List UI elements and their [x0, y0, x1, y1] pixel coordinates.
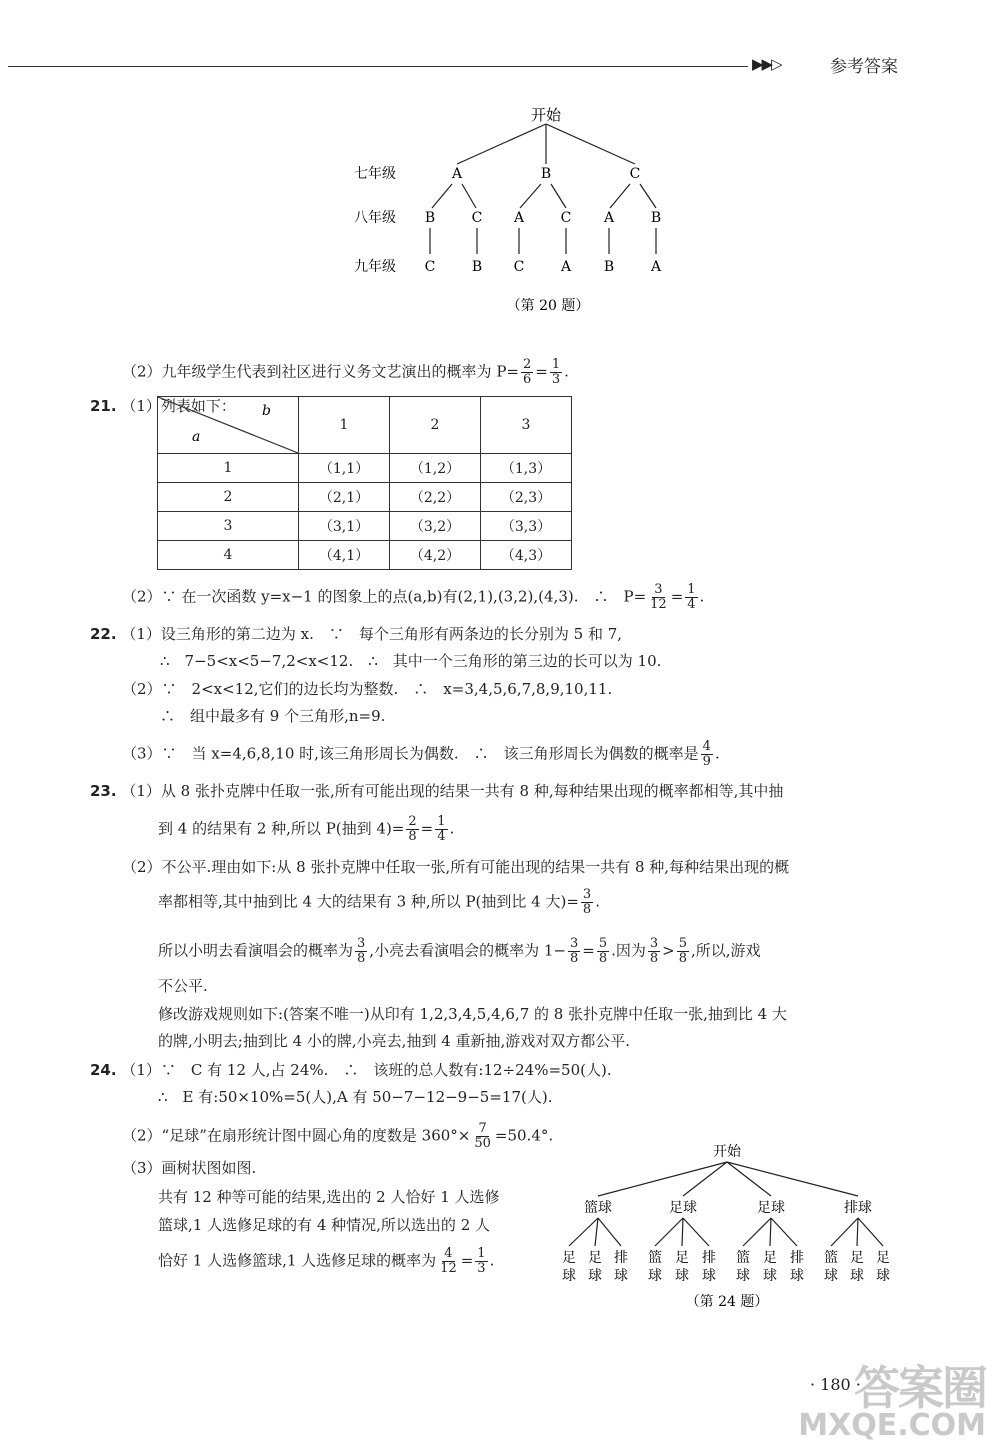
table-cell: 1: [158, 454, 299, 483]
header-title: 参考答案: [830, 57, 898, 77]
page-number: · 180 ·: [810, 1375, 861, 1394]
q24-line4: （3）画树状图如图.: [122, 1159, 257, 1177]
corner-b: b: [262, 403, 271, 419]
fig20-node: A: [451, 166, 463, 182]
fraction: $\frac{4}{12}$: [440, 1246, 457, 1276]
fig20-node: C: [424, 259, 436, 275]
table-cell: 3: [158, 512, 299, 541]
fig24-tree-diagram: [555, 1138, 900, 1318]
fig20-node: C: [629, 166, 641, 182]
question-number: 23.: [90, 782, 117, 800]
table-cell: （2,3）: [481, 483, 572, 512]
q24-line5: 共有 12 种等可能的结果,选出的 2 人恰好 1 人选修: [158, 1188, 500, 1206]
header-rule: [8, 66, 748, 67]
fig24-leaf: 排球: [614, 1250, 628, 1284]
q24-line2: ∴ E 有:50×10%=5(人),A 有 50−7−12−9−5=17(人).: [158, 1088, 553, 1106]
table-cell: （1,2）: [390, 454, 481, 483]
fig24-node: 足球: [757, 1200, 785, 1216]
q24-line1: 24. （1）∵ C 有 12 人,占 24%. ∴ 该班的总人数有:12÷24%=50(人).: [90, 1061, 612, 1079]
fig24-leaf: 篮球: [824, 1250, 838, 1284]
fig20-node: B: [540, 166, 552, 182]
q23-line4: 率都相等,其中抽到比 4 大的结果有 3 种,所以 P(抽到比 4 大)= $\frac{3}{8}$ .: [158, 887, 600, 917]
fig24-leaf: 足球: [675, 1250, 689, 1284]
header-arrows-icon: ▶▶▷: [752, 55, 781, 73]
question-number: 22.: [90, 625, 117, 643]
fig24-leaf: 足球: [763, 1250, 777, 1284]
fraction: $\frac{7}{50}$: [474, 1121, 491, 1151]
table-cell: 2: [158, 483, 299, 512]
table-cell: （4,1）: [299, 541, 390, 570]
diagonal-divider: [158, 397, 298, 453]
table-corner-cell: [158, 397, 299, 454]
fig24-node: 篮球: [584, 1200, 612, 1216]
fraction: $\frac{1}{4}$: [437, 814, 446, 844]
table-row: [158, 512, 572, 541]
watermark-logo: [798, 1361, 986, 1443]
table-cell: （2,1）: [299, 483, 390, 512]
fig20-node: A: [513, 210, 525, 226]
table-row: [158, 483, 572, 512]
fraction: $\frac{1}{3}$: [551, 357, 561, 387]
fig24-leaf: 足球: [876, 1250, 890, 1284]
q23-line5: 所以小明去看演唱会的概率为 $\frac{3}{8}$ ,小亮去看演唱会的概率为 1− $\frac{3}{8}$ = $\frac{5}{8}$ .因为 $\frac{3}{8}$ > $\frac{5}{8}$ ,所以,游戏: [158, 936, 761, 966]
question-number: 21.: [90, 397, 117, 415]
q23-line1: 23. （1）从 8 张扑克牌中任取一张,所有可能出现的结果一共有 8 种,每种结果出现的概率都相等,其中抽: [90, 782, 784, 800]
q20-part2: （2）九年级学生代表到社区进行义务文艺演出的概率为 P= $\frac{2}{6}$ = $\frac{1}{3}$ .: [122, 357, 569, 387]
table-cell: （3,2）: [390, 512, 481, 541]
q22-line5: （3）∵ 当 x=4,6,8,10 时,该三角形周长为偶数. ∴ 该三角形周长为偶数的概率是 $\frac{4}{9}$ .: [122, 739, 720, 769]
fraction: $\frac{1}{4}$: [687, 582, 696, 612]
fig20-node: B: [650, 210, 662, 226]
table-cell: （2,2）: [390, 483, 481, 512]
table-cell: （3,1）: [299, 512, 390, 541]
fig20-start: 开始: [530, 106, 562, 124]
table-header: 2: [390, 397, 481, 454]
fig20-node: C: [560, 210, 572, 226]
fraction: $\frac{3}{12}$: [650, 582, 667, 612]
q24-line3: （2）“足球”在扇形统计图中圆心角的度数是 360°× $\frac{7}{50}$ =50.4°.: [122, 1121, 554, 1151]
fig20-row-label: 八年级: [354, 210, 396, 226]
fig20-row-label: 七年级: [354, 166, 396, 182]
fig24-leaf: 足球: [850, 1250, 864, 1284]
q22-line2: ∴ 7−5<x<5−7,2<x<12. ∴ 其中一个三角形的第三边的长可以为 10.: [160, 652, 662, 670]
fig20-node: A: [650, 259, 662, 275]
fig20-node: B: [424, 210, 436, 226]
q23-line7: 修改游戏规则如下:(答案不唯一)从印有 1,2,3,4,5,4,6,7 的 8 张扑克牌中任取一张,抽到比 4 大: [158, 1005, 787, 1023]
table-header: 1: [299, 397, 390, 454]
table-header: 3: [481, 397, 572, 454]
q22-line3: （2）∵ 2<x<12,它们的边长均为整数. ∴ x=3,4,5,6,7,8,9,10,11.: [122, 680, 613, 698]
table-cell: （1,3）: [481, 454, 572, 483]
fraction: $\frac{3}{8}$: [569, 936, 579, 966]
fraction: $\frac{3}{8}$: [582, 887, 592, 917]
fig24-leaf: 篮球: [648, 1250, 662, 1284]
fig20-node: A: [603, 210, 615, 226]
table-cell: 4: [158, 541, 299, 570]
table-row: [158, 454, 572, 483]
fig24-leaf: 足球: [562, 1250, 576, 1284]
q23-line6: 不公平.: [158, 977, 208, 995]
fig20-caption: （第 20 题）: [506, 298, 590, 314]
watermark-url: MXQE.COM: [798, 1408, 986, 1443]
fraction: $\frac{3}{8}$: [357, 936, 366, 966]
fig24-start: 开始: [713, 1144, 741, 1160]
fraction: $\frac{2}{8}$: [408, 814, 417, 844]
fraction: $\frac{3}{8}$: [649, 936, 659, 966]
watermark-text: 答案圈: [854, 1361, 986, 1415]
table-cell: （4,2）: [390, 541, 481, 570]
fig24-leaf: 排球: [790, 1250, 804, 1284]
fig20-node: C: [471, 210, 483, 226]
fraction: $\frac{4}{9}$: [702, 739, 711, 769]
q24-line7: 恰好 1 人选修篮球,1 人选修足球的概率为 $\frac{4}{12}$ = $\frac{1}{3}$ .: [158, 1246, 495, 1276]
fig24-node: 足球: [669, 1200, 697, 1216]
corner-a: a: [192, 429, 201, 445]
fraction: $\frac{2}{6}$: [522, 357, 532, 387]
fig24-leaf: 足球: [588, 1250, 602, 1284]
q21-part2: （2）∵ 在一次函数 y=x−1 的图象上的点(a,b)有(2,1),(3,2),(4,3). ∴ P= $\frac{3}{12}$ = $\frac{1}{4}$ .: [122, 582, 705, 612]
q21-table: [157, 396, 572, 570]
table-cell: （3,3）: [481, 512, 572, 541]
fig20-node: C: [513, 259, 525, 275]
fig20-node: B: [603, 259, 615, 275]
fig24-leaf: 篮球: [736, 1250, 750, 1284]
q23-line2: 到 4 的结果有 2 种,所以 P(抽到 4)= $\frac{2}{8}$ = $\frac{1}{4}$ .: [158, 814, 455, 844]
fig20-node: A: [560, 259, 572, 275]
q24-line6: 篮球,1 人选修足球的有 4 种情况,所以选出的 2 人: [158, 1216, 491, 1234]
q23-line3: （2）不公平.理由如下:从 8 张扑克牌中任取一张,所有可能出现的结果一共有 8 种,每种结果出现的概: [122, 858, 790, 876]
fig24-leaf: 排球: [702, 1250, 716, 1284]
fig20-tree-diagram: [340, 100, 670, 320]
q22-line4: ∴ 组中最多有 9 个三角形,n=9.: [160, 707, 386, 725]
q21-line1: 21. （1）列表如下：: [90, 397, 236, 415]
fig24-node: 排球: [844, 1200, 872, 1216]
fraction: $\frac{5}{8}$: [678, 936, 688, 966]
table-row: [158, 541, 572, 570]
question-number: 24.: [90, 1061, 117, 1079]
fig24-caption: （第 24 题）: [685, 1294, 769, 1310]
fig20-node: B: [471, 259, 483, 275]
fraction: $\frac{5}{8}$: [598, 936, 608, 966]
q22-line1: 22. （1）设三角形的第二边为 x. ∵ 每个三角形有两条边的长分别为 5 和 7,: [90, 625, 623, 643]
table-cell: （1,1）: [299, 454, 390, 483]
fig20-row-label: 九年级: [354, 259, 396, 275]
fraction: $\frac{1}{3}$: [477, 1246, 486, 1276]
q23-line8: 的牌,小明去;抽到比 4 小的牌,小亮去,抽到 4 重新抽,游戏对双方都公平.: [158, 1032, 631, 1050]
table-cell: （4,3）: [481, 541, 572, 570]
